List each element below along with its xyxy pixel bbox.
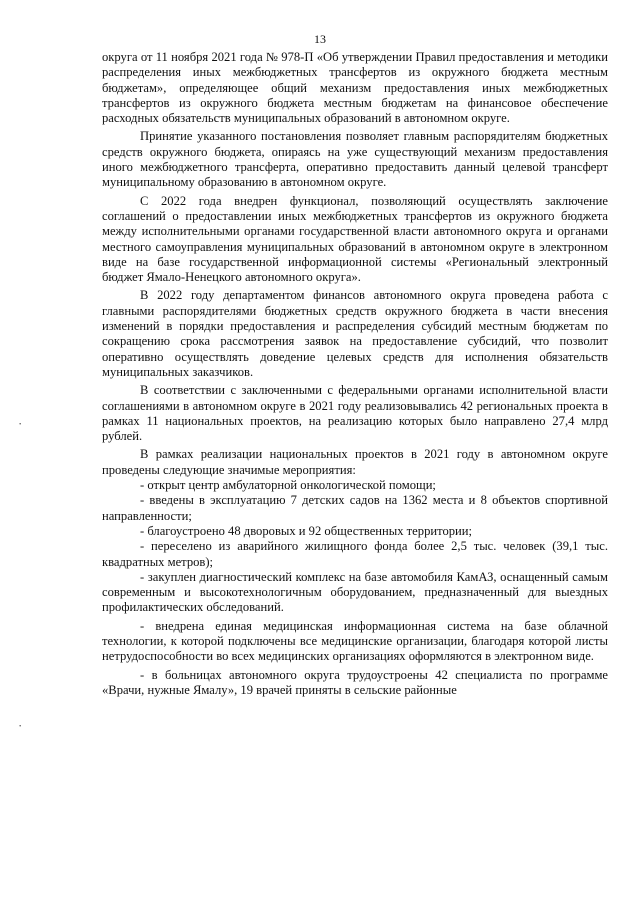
scan-speck: · (18, 416, 23, 431)
paragraph: В 2022 году департаментом финансов автономного округа проведена работа с главными распорядителями бюджетных средств окружного бюджета в части внесения изменений в порядки предоставления и распределения субсидий местным бюджетам по сокращению срока рассмотрения заявок на предоставление субсидий, что позволит оперативно осуществлять доведение целевых средств для исполнения обязательств муниципальных заказчиков. (102, 288, 608, 379)
document-body (102, 50, 608, 698)
list-item: - закуплен диагностический комплекс на базе автомобиля КамАЗ, оснащенный самым современным и высокотехнологичным оборудованием, предназначенный для выездных профилактических обследований. (102, 569, 608, 615)
list-item: - переселено из аварийного жилищного фонда более 2,5 тыс. человек (39,1 тыс. квадратных метров); (102, 539, 608, 569)
paragraph-continuation: округа от 11 ноября 2021 года № 978-П «Об утверждении Правил предоставления и методики распределения иных межбюджетных трансфертов из окружного бюджета местным бюджетам», определяющее общий механизм предоставления иных межбюджетных трансфертов из окружного бюджета местным бюджетам на финансовое обеспечение расходных обязательств муниципальных образований в автономном округе. (102, 50, 608, 126)
page-number: 13 (314, 32, 326, 46)
paragraph: В соответствии с заключенными с федеральными органами исполнительной власти соглашениями в автономном округе в 2021 году реализовывались 42 региональных проекта в рамках 11 национальных проектов, на реализацию которых было направлено 27,4 млрд рублей. (102, 383, 608, 444)
list-item: - благоустроено 48 дворовых и 92 общественных территории; (140, 523, 473, 538)
list-item: - в больницах автономного округа трудоустроены 42 специалиста по программе «Врачи, нужные Ямалу», 19 врачей приняты в сельские районные (102, 667, 608, 697)
list-item: - введены в эксплуатацию 7 детских садов на 1362 места и 8 объектов спортивной направленности; (102, 493, 608, 523)
paragraph: В рамках реализации национальных проектов в 2021 году в автономном округе проведены следующие значимые мероприятия: (102, 447, 608, 477)
list-item: - открыт центр амбулаторной онкологической помощи; (140, 478, 436, 493)
scan-speck: · (18, 718, 23, 733)
paragraph: С 2022 года внедрен функционал, позволяющий осуществлять заключение соглашений о предоставлении иных межбюджетных трансфертов из окружного бюджета между исполнительными органами государственной власти автономного округа и органами местного самоуправления муниципальных образований в автономном округе в электронном виде на базе государственной информационной системы «Региональный электронный бюджет Ямало-Ненецкого автономного округа». (102, 193, 608, 285)
list-item: - внедрена единая медицинская информационная система на базе облачной технологии, к которой подключены все медицинские организации, благодаря которой листы нетрудоспособности во всех медицинских организациях оформляются в электронном виде. (102, 618, 608, 664)
paragraph: Принятие указанного постановления позволяет главным распорядителям бюджетных средств окружного бюджета, опираясь на уже существующий механизм предоставления иного межбюджетного трансферта, оперативно предоставить данный целевой трансферт муниципальному образованию в автономном округе. (102, 129, 608, 190)
